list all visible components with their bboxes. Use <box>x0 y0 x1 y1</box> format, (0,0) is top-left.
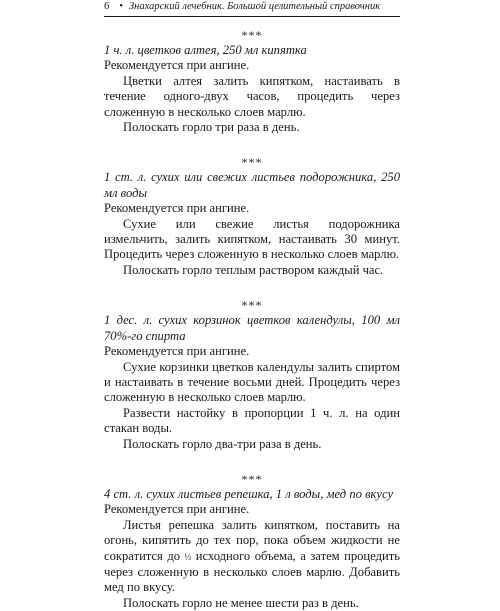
recipe-paragraph: Полоскать горло три раза в день. <box>123 120 300 135</box>
section-separator: *** <box>241 155 263 170</box>
section-separator: *** <box>241 298 263 313</box>
page-body <box>104 26 400 611</box>
header-bullet: • <box>119 1 123 12</box>
recipe-ingredients: 1 дес. л. сухих корзинок цветков календулы, 100 мл 70%-го спирта <box>104 313 400 343</box>
running-header <box>104 0 400 14</box>
recipe-paragraph: Сухие корзинки цветков календулы залить спиртом и настаивать в течение восьми дней. Процедить через сложенную в несколько слоев марлю. <box>104 359 400 405</box>
header-title: Знахарский лечебник. Большой целительный справочник <box>128 1 381 12</box>
header-rule <box>104 16 400 17</box>
recipe-paragraph: Развести настойку в пропорции 1 ч. л. на один стакан воды. <box>104 405 400 436</box>
recipe-paragraph: Полоскать горло два-три раза в день. <box>123 436 322 451</box>
recipe-paragraph: Цветки алтея залить кипятком, настаивать в течение одного-двух часов, процедить через сложенную в несколько слоев марлю. <box>104 73 400 119</box>
recipe-ingredients: 1 ст. л. сухих или свежих листьев подорожника, 250 мл воды <box>104 170 400 200</box>
section-gap <box>104 135 400 151</box>
recipe-ingredients: 1 ч. л. цветков алтея, 250 мл кипятка <box>104 43 307 57</box>
section-gap <box>104 452 400 468</box>
paragraph-text: Листья репешка залить кипятком, поставить на огонь, кипятить до тех пор, пока объем жидкости не сократится до <box>104 517 400 563</box>
recipe-indication: Рекомендуется при ангине. <box>104 344 250 359</box>
recipe-paragraph: Полоскать горло теплым раствором каждый час. <box>123 262 384 277</box>
recipe-paragraph: Сухие или свежие листья подорожника измельчить, залить кипятком, настаивать 30 минут. Процедить через сложенную в несколько слоев марлю. <box>104 216 400 262</box>
fraction-one-third: ⅓ <box>184 551 192 562</box>
recipe-indication: Рекомендуется при ангине. <box>104 502 250 517</box>
page-number: 6 <box>104 1 110 12</box>
paragraph-text: исходного объема, а затем процедить через сложенную в несколько слоев марлю. Добавить мед по вкусу. <box>104 548 400 595</box>
section-separator: *** <box>241 471 263 486</box>
recipe-ingredients: 4 ст. л. сухих листьев репешка, 1 л воды, мед по вкусу <box>104 486 394 501</box>
recipe-indication: Рекомендуется при ангине. <box>104 58 250 73</box>
section-separator: *** <box>241 28 263 42</box>
recipe-paragraph: Полоскать горло не менее шести раз в день. <box>123 595 359 610</box>
recipe-indication: Рекомендуется при ангине. <box>104 201 250 216</box>
section-gap <box>104 278 400 294</box>
recipe-paragraph <box>104 518 400 596</box>
